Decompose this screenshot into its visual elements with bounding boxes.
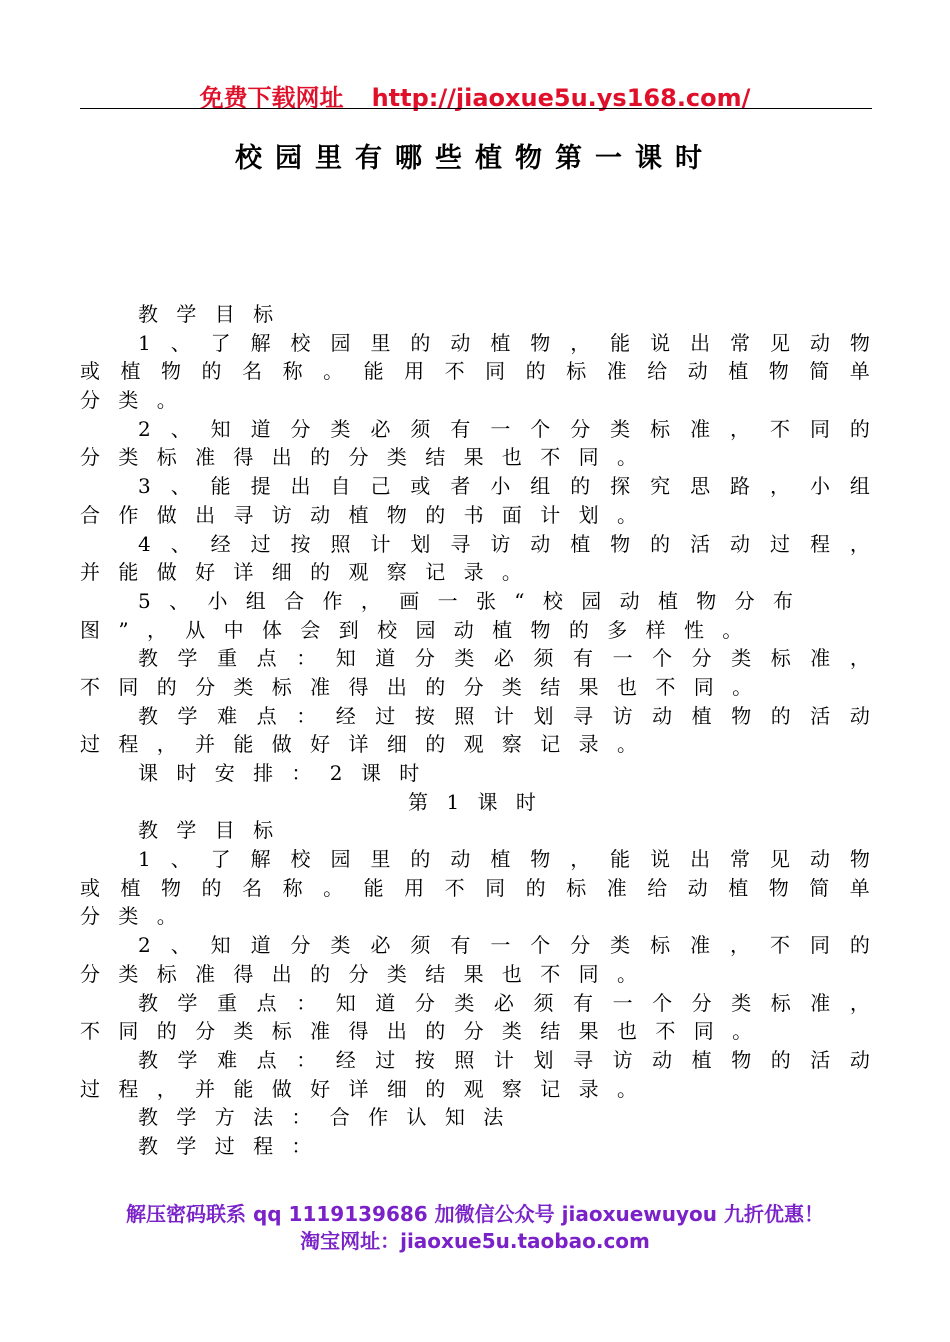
document-body xyxy=(80,300,870,1161)
body-char: 经 xyxy=(210,531,231,556)
body-char: 类 xyxy=(610,416,631,441)
body-char: 照 xyxy=(330,531,351,556)
body-char: 小 xyxy=(490,474,511,499)
body-char: 。 xyxy=(323,359,344,384)
body-char: 路 xyxy=(730,474,751,499)
body-char: 道 xyxy=(250,416,271,441)
body-char: 准 xyxy=(810,990,831,1015)
body-char: 物 xyxy=(768,875,789,900)
body-char: 按 xyxy=(414,703,435,728)
body-char: 寻 xyxy=(573,703,594,728)
body-char: 活 xyxy=(690,531,711,556)
body-char: 己 xyxy=(370,474,391,499)
body-char: 的 xyxy=(770,703,791,728)
body-char: 园 xyxy=(330,847,351,872)
body-char: 活 xyxy=(810,1047,831,1072)
body-char: 必 xyxy=(370,416,391,441)
body-char: 分 xyxy=(691,990,712,1015)
body-char: 的 xyxy=(525,875,546,900)
body-char: 植 xyxy=(490,847,511,872)
body-char: 。 xyxy=(323,875,344,900)
body-char: 物 xyxy=(530,330,551,355)
body-char: 一 xyxy=(612,990,633,1015)
body-char: 个 xyxy=(530,416,551,441)
body-char: 重 xyxy=(217,990,238,1015)
body-char: 动 xyxy=(849,703,870,728)
body-char: 分 xyxy=(570,416,591,441)
body-char: 知 xyxy=(210,933,231,958)
body-char: 的 xyxy=(849,933,870,958)
body-char: 难 xyxy=(217,1047,238,1072)
body-char: 准 xyxy=(810,646,831,671)
body-char: 寻 xyxy=(450,531,471,556)
body-char: 物 xyxy=(610,531,631,556)
body-char: 物 xyxy=(731,1047,752,1072)
body-line: 课 时 安 排 ： 2 课 时 xyxy=(138,761,426,785)
body-char: 或 xyxy=(410,474,431,499)
body-char: 同 xyxy=(485,359,506,384)
body-char: 个 xyxy=(530,933,551,958)
body-char: 学 xyxy=(177,646,198,671)
body-char: 自 xyxy=(330,474,351,499)
header-label: 免费下载网址 xyxy=(199,84,344,112)
body-char: 常 xyxy=(730,847,751,872)
body-char: 分 xyxy=(414,990,435,1015)
body-char: 物 xyxy=(849,330,870,355)
body-char: 个 xyxy=(652,990,673,1015)
body-line xyxy=(80,644,870,673)
body-char: ： xyxy=(296,703,317,728)
body-char: 须 xyxy=(410,416,431,441)
body-char: 或 xyxy=(80,359,100,384)
body-char: 过 xyxy=(769,531,790,556)
body-char: 里 xyxy=(370,330,391,355)
body-char: 程 xyxy=(809,531,830,556)
body-char: 标 xyxy=(566,875,587,900)
body-char: 4 xyxy=(138,531,151,556)
body-char: 3 xyxy=(138,474,151,499)
body-char: 不 xyxy=(444,875,465,900)
body-char: 说 xyxy=(650,847,671,872)
body-char: 寻 xyxy=(573,1047,594,1072)
body-char: ， xyxy=(730,933,751,958)
body-line xyxy=(80,931,870,960)
body-line: 分 类 。 xyxy=(80,904,183,929)
body-char: ， xyxy=(849,646,870,671)
body-line xyxy=(80,530,870,559)
body-char: 植 xyxy=(120,875,141,900)
body-char: 动 xyxy=(450,330,471,355)
body-line: 教 学 目 标 xyxy=(138,302,280,326)
body-char: 能 xyxy=(363,359,384,384)
body-char: 动 xyxy=(687,359,708,384)
body-char: 常 xyxy=(730,330,751,355)
body-char: 访 xyxy=(490,531,511,556)
body-char: 有 xyxy=(450,416,471,441)
body-char: 类 xyxy=(610,933,631,958)
body-line xyxy=(80,874,870,903)
body-char: 组 xyxy=(530,474,551,499)
body-char: 经 xyxy=(335,1047,356,1072)
body-char: 准 xyxy=(690,933,711,958)
body-char: 出 xyxy=(690,847,711,872)
body-char: 动 xyxy=(450,847,471,872)
body-char: 知 xyxy=(335,646,356,671)
body-char: 给 xyxy=(647,359,668,384)
body-char: 准 xyxy=(606,875,627,900)
body-char: 用 xyxy=(404,359,425,384)
body-char: 植 xyxy=(120,359,141,384)
body-char: 活 xyxy=(810,703,831,728)
body-char: 2 xyxy=(138,933,151,958)
body-char: 有 xyxy=(573,990,594,1015)
body-line xyxy=(80,845,870,874)
body-line: 5 、 小 组 合 作 ， 画 一 张 “ 校 园 动 植 物 分 布 xyxy=(138,588,800,613)
body-char: 的 xyxy=(410,847,431,872)
body-char: 访 xyxy=(612,703,633,728)
body-char: 标 xyxy=(650,416,671,441)
body-line: 分 类 标 准 得 出 的 分 类 结 果 也 不 同 。 xyxy=(80,445,644,470)
body-char: 1 xyxy=(138,330,151,355)
body-char: 者 xyxy=(450,474,471,499)
body-char: 、 xyxy=(170,933,191,958)
body-char: 植 xyxy=(490,330,511,355)
body-char: 教 xyxy=(138,1047,158,1072)
body-line xyxy=(80,329,870,358)
body-char: 分 xyxy=(570,933,591,958)
footer-taobao-link[interactable]: 淘宝网址：jiaoxue5u.taobao.com xyxy=(300,1229,650,1253)
body-char: 道 xyxy=(375,646,396,671)
body-char: ： xyxy=(296,990,317,1015)
body-char: 了 xyxy=(210,330,231,355)
body-char: 计 xyxy=(493,703,514,728)
body-char: 见 xyxy=(769,847,790,872)
body-char: 点 xyxy=(256,1047,277,1072)
body-char: 点 xyxy=(256,646,277,671)
header-url-link[interactable]: http://jiaoxue5u.ys168.com/ xyxy=(371,84,751,112)
body-char: 道 xyxy=(250,933,271,958)
body-char: 简 xyxy=(809,875,830,900)
body-char: 单 xyxy=(849,875,870,900)
body-char: 标 xyxy=(566,359,587,384)
body-char: 重 xyxy=(217,646,238,671)
body-line xyxy=(80,472,870,501)
body-line: 并 能 做 好 详 细 的 观 察 记 录 。 xyxy=(80,560,528,585)
body-char: 标 xyxy=(770,646,791,671)
body-char: 教 xyxy=(138,990,158,1015)
body-line: 教 学 过 程 ： xyxy=(138,1133,318,1158)
body-char: 思 xyxy=(690,474,711,499)
body-char: 的 xyxy=(770,1047,791,1072)
body-char: 必 xyxy=(493,646,514,671)
body-line: 教 学 目 标 xyxy=(138,818,280,843)
body-char: 动 xyxy=(652,703,673,728)
body-char: 的 xyxy=(570,474,591,499)
body-char: 一 xyxy=(490,416,511,441)
body-char: 过 xyxy=(250,531,271,556)
body-char: 能 xyxy=(210,474,231,499)
body-char: 给 xyxy=(647,875,668,900)
body-char: 访 xyxy=(612,1047,633,1072)
body-char: 分 xyxy=(691,646,712,671)
body-char: 分 xyxy=(290,933,311,958)
body-char: 须 xyxy=(533,646,554,671)
body-char: 类 xyxy=(731,990,752,1015)
body-char: ， xyxy=(849,531,870,556)
body-char: 探 xyxy=(610,474,631,499)
body-char: ： xyxy=(296,646,317,671)
body-line: 不 同 的 分 类 标 准 得 出 的 分 类 结 果 也 不 同 。 xyxy=(80,674,759,699)
body-char: 的 xyxy=(201,875,222,900)
body-char: 解 xyxy=(250,847,271,872)
body-char: 解 xyxy=(250,330,271,355)
body-char: 类 xyxy=(454,646,475,671)
body-char: ， xyxy=(570,330,591,355)
body-char: 计 xyxy=(370,531,391,556)
body-char: 能 xyxy=(610,330,631,355)
body-char: 2 xyxy=(138,416,151,441)
body-char: ， xyxy=(570,847,591,872)
body-char: 的 xyxy=(849,416,870,441)
body-char: 究 xyxy=(650,474,671,499)
body-char: 称 xyxy=(282,359,303,384)
body-char: 必 xyxy=(370,933,391,958)
body-char: 、 xyxy=(170,847,191,872)
body-char: 、 xyxy=(170,330,191,355)
body-char: 植 xyxy=(728,875,749,900)
body-char: 难 xyxy=(217,703,238,728)
body-char: 须 xyxy=(533,990,554,1015)
body-char: 点 xyxy=(256,703,277,728)
body-char: 一 xyxy=(490,933,511,958)
body-line xyxy=(80,415,870,444)
body-char: 分 xyxy=(414,646,435,671)
body-line xyxy=(80,702,870,731)
body-char: 学 xyxy=(177,990,198,1015)
body-line: 第 1 课 时 xyxy=(408,789,542,814)
header-divider xyxy=(80,108,872,109)
body-char: 动 xyxy=(809,330,830,355)
body-char: 动 xyxy=(687,875,708,900)
body-char: 个 xyxy=(652,646,673,671)
body-char: 植 xyxy=(728,359,749,384)
body-char: ： xyxy=(296,1047,317,1072)
body-char: 有 xyxy=(450,933,471,958)
body-char: 动 xyxy=(849,1047,870,1072)
body-char: 的 xyxy=(201,359,222,384)
body-char: 校 xyxy=(290,330,311,355)
body-char: 物 xyxy=(768,359,789,384)
body-char: 见 xyxy=(769,330,790,355)
body-char: 按 xyxy=(290,531,311,556)
body-char: 提 xyxy=(250,474,271,499)
body-char: 植 xyxy=(691,1047,712,1072)
body-line: 图 ” ， 从 中 体 会 到 校 园 动 植 物 的 多 样 性 。 xyxy=(80,617,749,642)
body-char: 的 xyxy=(525,359,546,384)
body-char: 里 xyxy=(370,847,391,872)
body-char: ， xyxy=(769,474,790,499)
body-char: ， xyxy=(730,416,751,441)
body-char: 标 xyxy=(770,990,791,1015)
footer-contact-line: 解压密码联系 qq 1119139686 加微信公众号 jiaoxuewuyou 九折优惠！ xyxy=(126,1202,824,1226)
body-char: 类 xyxy=(330,416,351,441)
body-char: 、 xyxy=(170,531,191,556)
body-char: 物 xyxy=(530,847,551,872)
body-char: 必 xyxy=(493,990,514,1015)
body-char: 不 xyxy=(769,416,790,441)
body-char: 类 xyxy=(330,933,351,958)
body-char: 或 xyxy=(80,875,100,900)
body-char: 标 xyxy=(650,933,671,958)
body-char: 一 xyxy=(612,646,633,671)
body-char: 能 xyxy=(363,875,384,900)
body-char: 了 xyxy=(210,847,231,872)
body-char: 划 xyxy=(533,703,554,728)
body-char: 名 xyxy=(242,875,263,900)
body-char: 物 xyxy=(161,875,182,900)
body-char: 的 xyxy=(650,531,671,556)
body-char: 组 xyxy=(849,474,870,499)
body-line: 不 同 的 分 类 标 准 得 出 的 分 类 结 果 也 不 同 。 xyxy=(80,1019,759,1044)
body-char: 不 xyxy=(769,933,790,958)
body-char: 点 xyxy=(256,990,277,1015)
body-line xyxy=(80,989,870,1018)
body-line: 分 类 。 xyxy=(80,388,183,413)
body-char: 按 xyxy=(414,1047,435,1072)
body-char: 不 xyxy=(444,359,465,384)
document-title: 校园里有哪些植物第一课时 xyxy=(235,143,715,174)
body-char: 说 xyxy=(650,330,671,355)
body-char: 单 xyxy=(849,359,870,384)
body-line: 合 作 做 出 寻 访 动 植 物 的 书 面 计 划 。 xyxy=(80,502,644,527)
body-char: 须 xyxy=(410,933,431,958)
body-line xyxy=(80,357,870,386)
body-char: 出 xyxy=(290,474,311,499)
body-char: 知 xyxy=(210,416,231,441)
body-line: 过 程 ， 并 能 做 好 详 细 的 观 察 记 录 。 xyxy=(80,1076,644,1101)
body-char: 计 xyxy=(493,1047,514,1072)
body-char: 出 xyxy=(690,330,711,355)
body-line: 分 类 标 准 得 出 的 分 类 结 果 也 不 同 。 xyxy=(80,961,644,986)
body-char: 有 xyxy=(573,646,594,671)
body-char: 动 xyxy=(809,847,830,872)
body-char: 准 xyxy=(606,359,627,384)
body-line: 过 程 ， 并 能 做 好 详 细 的 观 察 记 录 。 xyxy=(80,732,644,757)
body-char: 划 xyxy=(410,531,431,556)
body-char: 照 xyxy=(454,1047,475,1072)
body-char: 过 xyxy=(375,703,396,728)
body-char: 、 xyxy=(170,416,191,441)
body-char: 名 xyxy=(242,359,263,384)
body-char: 的 xyxy=(410,330,431,355)
body-char: 用 xyxy=(404,875,425,900)
body-char: 同 xyxy=(485,875,506,900)
body-char: 同 xyxy=(809,416,830,441)
body-char: ， xyxy=(849,990,870,1015)
body-char: 植 xyxy=(691,703,712,728)
body-char: 动 xyxy=(652,1047,673,1072)
body-char: 校 xyxy=(290,847,311,872)
body-char: 道 xyxy=(375,990,396,1015)
body-char: 植 xyxy=(570,531,591,556)
body-char: 物 xyxy=(849,847,870,872)
body-char: 动 xyxy=(730,531,751,556)
body-char: 学 xyxy=(177,703,198,728)
body-char: 类 xyxy=(454,990,475,1015)
body-char: 、 xyxy=(170,474,191,499)
body-char: 动 xyxy=(530,531,551,556)
body-char: 经 xyxy=(335,703,356,728)
body-char: 照 xyxy=(454,703,475,728)
body-char: 物 xyxy=(161,359,182,384)
body-char: 物 xyxy=(731,703,752,728)
body-char: 类 xyxy=(731,646,752,671)
body-char: 知 xyxy=(335,990,356,1015)
body-char: 划 xyxy=(533,1047,554,1072)
body-char: 教 xyxy=(138,646,158,671)
body-line: 教 学 方 法 ： 合 作 认 知 法 xyxy=(138,1105,510,1130)
body-char: 小 xyxy=(809,474,830,499)
body-char: 过 xyxy=(375,1047,396,1072)
body-char: 准 xyxy=(690,416,711,441)
body-char: 学 xyxy=(177,1047,198,1072)
body-char: 园 xyxy=(330,330,351,355)
body-char: 能 xyxy=(610,847,631,872)
body-char: 分 xyxy=(290,416,311,441)
body-char: 简 xyxy=(809,359,830,384)
body-char: 同 xyxy=(809,933,830,958)
body-line xyxy=(80,1046,870,1075)
body-char: 1 xyxy=(138,847,151,872)
body-char: 称 xyxy=(282,875,303,900)
body-char: 教 xyxy=(138,703,158,728)
